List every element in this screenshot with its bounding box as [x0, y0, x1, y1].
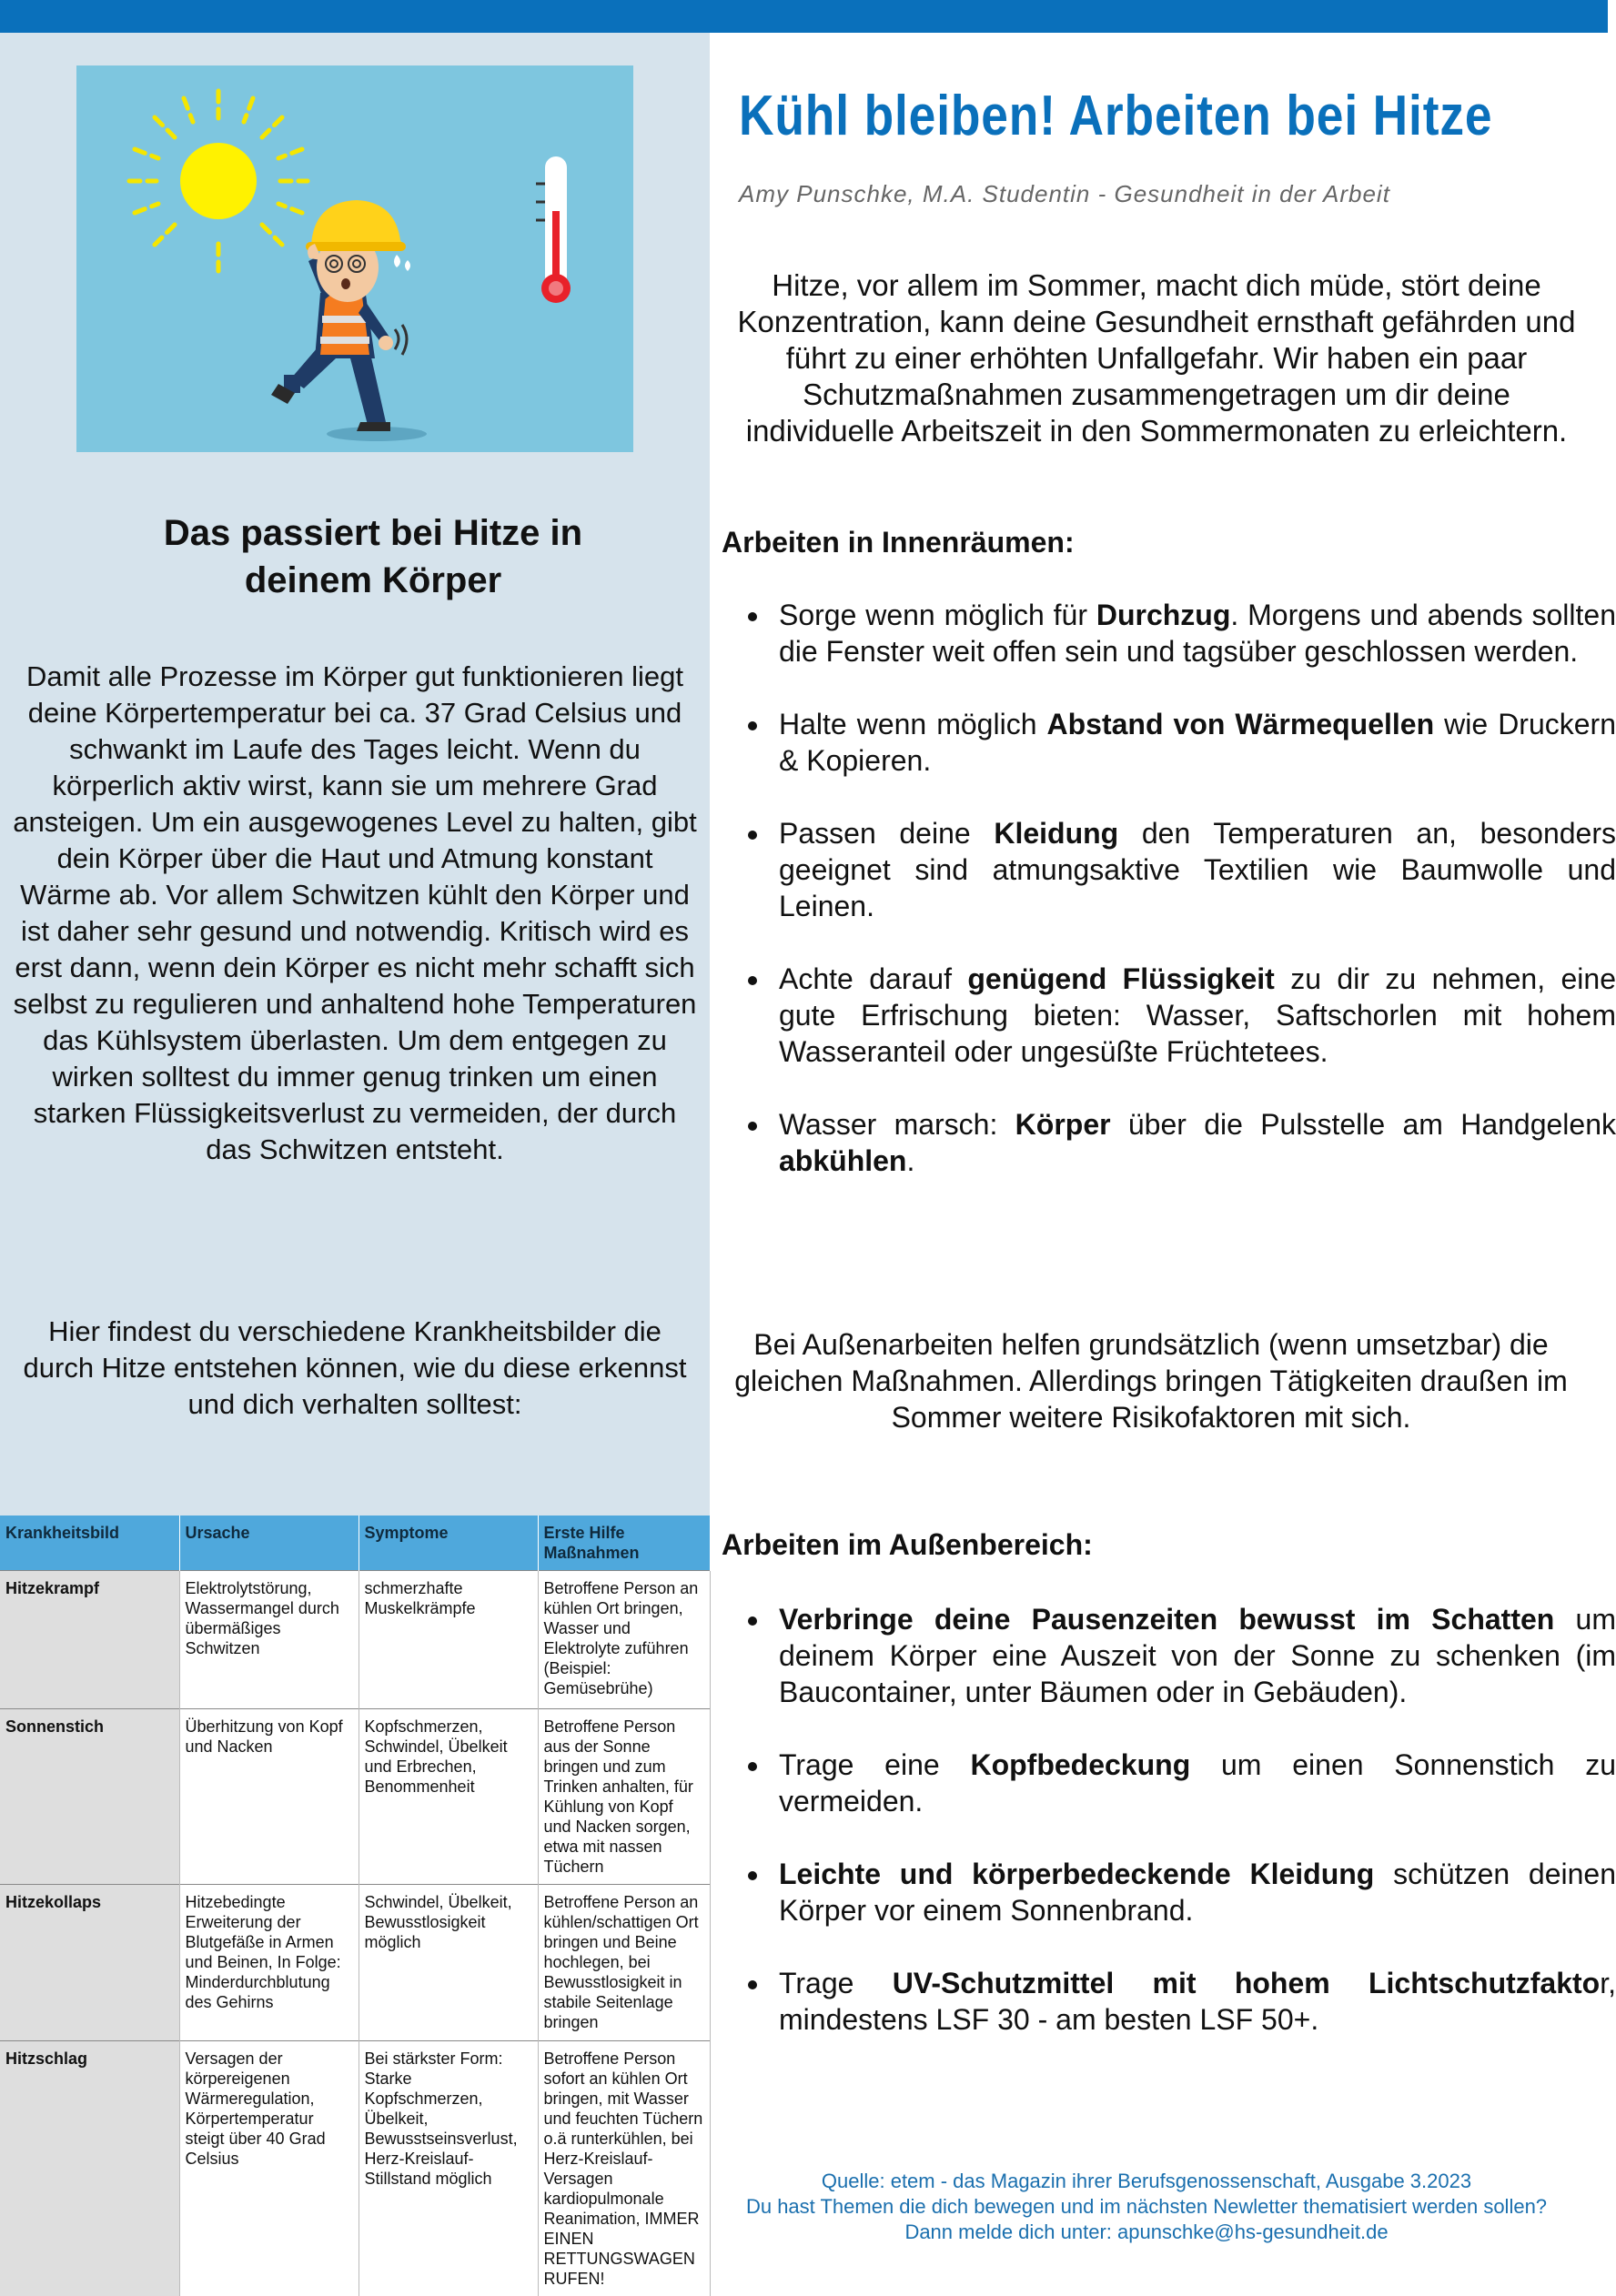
worker-figure — [271, 200, 427, 441]
table-row — [0, 1709, 710, 1885]
list-item: • Passen deine Kleidung den Temperaturen an, besonders geeignet sind atmungsaktive Textilien wie Baumwolle und Leinen. — [772, 815, 1616, 924]
thermometer-icon — [536, 156, 571, 303]
outdoor-intro: Bei Außenarbeiten helfen grundsätzlich (wenn umsetzbar) die gleichen Maßnahmen. Allerdings bringen Tätigkeiten draußen im Sommer weitere Risikofaktoren mit sich. — [728, 1326, 1574, 1435]
table-row — [0, 1885, 710, 2041]
author-line: Amy Punschke, M.A. Studentin - Gesundheit in der Arbeit — [739, 180, 1390, 208]
body-section-heading — [36, 509, 710, 604]
table-cell: Bei stärkster Form: Starke Kopfschmerzen, Übelkeit, Bewusstseinsverlust, Herz-Kreislauf-Stillstand möglich — [359, 2041, 538, 2296]
table-cell: Betroffene Person an kühlen Ort bringen, Wasser und Elektrolyte zuführen (Beispiel: Gemüsebrühe) — [538, 1571, 710, 1709]
table-cell: Sonnenstich — [0, 1709, 179, 1885]
contact-line: Dann melde dich unter: apunschke@hs-gesundheit.de — [719, 2220, 1574, 2245]
table-cell: Hitzekollaps — [0, 1885, 179, 2041]
body-paragraph: Damit alle Prozesse im Körper gut funktionieren liegt deine Körpertemperatur bei ca. 37 Grad Celsius und schwankt im Laufe des Tages leicht. Wenn du körperlich aktiv wirst, kann sie um mehrere Grad ansteigen. Um ein ausgewogenes Level zu halten, gibt dein Körper über die Haut und Atmung konstant Wärme ab. Vor allem Schwitzen kühlt den Körper und ist daher sehr gesund und notwendig. Kritisch wird es erst dann, wenn dein Körper es nicht mehr schafft sich selbst zu regulieren und anhaltend hohe Temperaturen das Kühlsystem überlasten. Um dem entgegen zu wirken solltest du immer genug trinken um einen starken Flüssigkeitsverlust zu vermeiden, der durch das Schwitzen entsteht. — [13, 659, 697, 1168]
table-cell: Hitzekrampf — [0, 1571, 179, 1709]
table-cell: Hitzschlag — [0, 2041, 179, 2296]
list-item: • Verbringe deine Pausenzeiten bewusst im Schatten um deinem Körper eine Auszeit von der Sonne zu schenken (im Baucontainer, unter Bäumen oder in Gebäuden). — [772, 1601, 1616, 1710]
list-item: • Sorge wenn möglich für Durchzug. Morgens und abends sollten die Fenster weit offen sein und tagsüber geschlossen werden. — [772, 597, 1616, 670]
table-cell: schmerzhafte Muskelkrämpfe — [359, 1571, 538, 1709]
table-header-row — [0, 1516, 710, 1571]
body-heading-line-2: deinem Körper — [36, 557, 710, 604]
hero-illustration — [76, 65, 633, 452]
body-heading-line-1: Das passiert bei Hitze in — [36, 509, 710, 557]
table-cell: Schwindel, Übelkeit, Bewusstlosigkeit möglich — [359, 1885, 538, 2041]
outdoor-heading: Arbeiten im Außenbereich: — [722, 1528, 1093, 1562]
list-item: • Leichte und körperbedeckende Kleidung schützen deinen Körper vor einem Sonnenbrand. — [772, 1856, 1616, 1928]
sun-icon — [129, 91, 308, 271]
list-item: • Trage eine Kopfbedeckung um einen Sonnenstich zu vermeiden. — [772, 1747, 1616, 1819]
col-header: Symptome — [359, 1516, 538, 1571]
list-item: • Achte darauf genügend Flüssigkeit zu dir zu nehmen, eine gute Erfrischung bieten: Wasser, Saftschorlen mit hohem Wasseranteil oder ungesüßte Früchtetees. — [772, 961, 1616, 1070]
intro-paragraph: Hitze, vor allem im Sommer, macht dich müde, stört deine Konzentration, kann deine Gesundheit ernsthaft gefährden und führt zu einer erhöhten Unfallgefahr. Wir haben ein paar Schutzmaßnahmen zusammengetragen um dir deine individuelle Arbeitszeit in den Sommermonaten zu erleichtern. — [724, 267, 1589, 449]
col-header: Erste Hilfe Maßnahmen — [538, 1516, 710, 1571]
table-cell: Versagen der körpereigenen Wärmeregulation, Körpertemperatur steigt über 40 Grad Celsius — [179, 2041, 359, 2296]
table-row — [0, 2041, 710, 2296]
list-item: • Halte wenn möglich Abstand von Wärmequellen wie Druckern & Kopieren. — [772, 706, 1616, 779]
table-row — [0, 1571, 710, 1709]
top-accent-bar — [0, 0, 1608, 33]
footer — [719, 2169, 1574, 2245]
table-cell: Überhitzung von Kopf und Nacken — [179, 1709, 359, 1885]
table-cell: Betroffene Person aus der Sonne bringen und zum Trinken anhalten, für Kühlung von Kopf und Nacken sorgen, etwa mit nassen Tüchern — [538, 1709, 710, 1885]
newsletter-question: Du hast Themen die dich bewegen und im nächsten Newletter thematisiert werden sollen? — [719, 2194, 1574, 2220]
list-item: • Trage UV-Schutzmittel mit hohem Lichtschutzfaktor, mindestens LSF 30 - am besten LSF 50+. — [772, 1965, 1616, 2038]
source-line: Quelle: etem - das Magazin ihrer Berufsgenossenschaft, Ausgabe 3.2023 — [719, 2169, 1574, 2194]
outdoor-list — [746, 1601, 1616, 2074]
page-title: Kühl bleiben! Arbeiten bei Hitze — [739, 84, 1474, 148]
indoor-list — [746, 597, 1616, 1215]
list-item: • Wasser marsch: Körper über die Pulsstelle am Handgelenk abkühlen. — [772, 1106, 1616, 1179]
col-header: Krankheitsbild — [0, 1516, 179, 1571]
table-intro: Hier findest du verschiedene Krankheitsbilder die durch Hitze entstehen können, wie du diese erkennst und dich verhalten solltest: — [13, 1314, 697, 1423]
table-cell: Elektrolytstörung, Wassermangel durch übermäßiges Schwitzen — [179, 1571, 359, 1709]
table-cell: Hitzebedingte Erweiterung der Blutgefäße in Armen und Beinen, In Folge: Minderdurchblutung des Gehirns — [179, 1885, 359, 2041]
worker-illustration — [76, 65, 633, 452]
disease-table — [0, 1516, 711, 2296]
table-cell: Betroffene Person sofort an kühlen Ort bringen, mit Wasser und feuchten Tüchern o.ä runterkühlen, bei Herz-Kreislauf-Versagen kardiopulmonale Reanimation, IMMER EINEN RETTUNGSWAGEN RUFEN! — [538, 2041, 710, 2296]
col-header: Ursache — [179, 1516, 359, 1571]
indoor-heading: Arbeiten in Innenräumen: — [722, 526, 1075, 559]
table-cell: Kopfschmerzen, Schwindel, Übelkeit und Erbrechen, Benommenheit — [359, 1709, 538, 1885]
table-cell: Betroffene Person an kühlen/schattigen Ort bringen und Beine hochlegen, bei Bewusstlosigkeit in stabile Seitenlage bringen — [538, 1885, 710, 2041]
